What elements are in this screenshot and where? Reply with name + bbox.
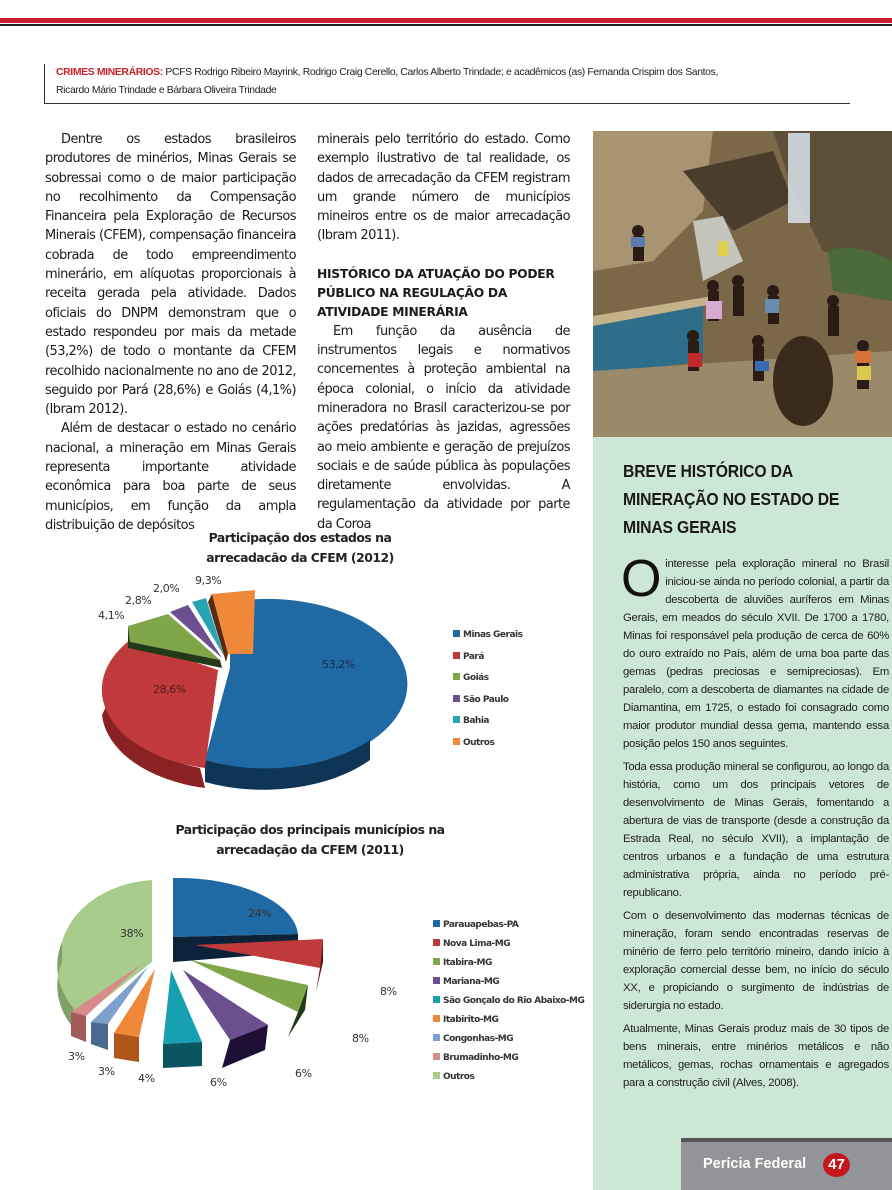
paragraph: Dentre os estados brasileiros produtores de minérios, Minas Gerais se sobressai como o de maior participação no recolhimento da Compensação Financeira pela Exploração de Recursos Minerais (CFEM), compensação financeira cobrada de todo empreendimento minerário, em alíquotas proporcionais à receita gerada pela atividade. Dados oficiais do DNPM demonstram que o estado respondeu por mais da metade (53,2%) de todo o montante da CFEM recolhido nacionalmente no ano de 2012, seguido por Pará (28,6%) e Goiás (4,1%) (Ibram 2012). <box>45 132 296 418</box>
top-red-rule <box>0 18 892 23</box>
slice-label-itabira: 8% <box>352 1032 369 1045</box>
legend-item: Nova Lima-MG <box>433 939 510 949</box>
authors-line-2: Ricardo Mário Trindade e Bárbara Oliveira Trindade <box>56 85 277 96</box>
slice-label-nova-lima: 8% <box>380 985 397 998</box>
legend-swatch <box>453 738 460 745</box>
legend-swatch <box>453 695 460 702</box>
article-column-1 <box>45 130 296 535</box>
legend-item: Bahia <box>453 716 489 726</box>
legend-swatch <box>433 1015 440 1022</box>
sidebar-title: BREVE HISTÓRICO DA MINERAÇÃO NO ESTADO DE MINAS GERAIS <box>623 461 840 537</box>
authors-line-1: PCFS Rodrigo Ribeiro Mayrink, Rodrigo Craig Cerello, Carlos Alberto Trindade; e acadêmicos (as) Fernanda Crispim dos Santos, <box>162 67 718 78</box>
legend-swatch <box>433 1034 440 1041</box>
legend-swatch <box>433 996 440 1003</box>
publication-name: Perícia Federal <box>703 1156 807 1172</box>
slice-label-brumadinho: 3% <box>68 1050 85 1063</box>
byline <box>44 64 850 104</box>
top-black-rule <box>0 24 892 26</box>
sidebar-paragraph: Atualmente, Minas Gerais produz mais de 30 tipos de bens minerais, entre minérios metálicos e não metálicos, gemas, rochas ornamentais e agregados para a construção civil (Alves, 2008). <box>623 1023 889 1089</box>
municipalities-cfem-pie-chart <box>40 812 585 1102</box>
page-footer <box>681 1142 892 1190</box>
chart-title: Participação dos estados na arrecadacão da CFEM (2012) <box>206 530 394 565</box>
legend-swatch <box>453 652 460 659</box>
legend-item: Mariana-MG <box>433 977 499 987</box>
section-heading: HISTÓRICO DA ATUAÇÃO DO PODER PÚBLICO NA REGULAÇÃO DA ATIVIDADE MINERÁRIA <box>317 266 555 319</box>
slice-label-outros: 9,3% <box>195 574 222 587</box>
mining-illustration <box>593 131 892 437</box>
legend-swatch <box>433 1072 440 1079</box>
painting-image <box>593 131 892 437</box>
sidebar-paragraph: Toda essa produção mineral se configurou, ao longo da história, como um dos principais vetores de desenvolvimento de Minas Gerais, fomentando a abertura de vias de transporte (desde a construção da Estrada Real, no século XVII), a implantação de centros urbanos e a fundação de uma estrutura administrativa própria, ainda no período pré-republicano. <box>623 761 889 899</box>
legend-swatch <box>433 958 440 965</box>
page-number-badge: 47 <box>823 1153 850 1177</box>
slice-label-parauapebas: 24% <box>248 907 272 920</box>
slice-label-mariana: 6% <box>295 1067 312 1080</box>
legend-item: São Gonçalo do Rio Abaixo-MG <box>433 996 584 1006</box>
article-column-2 <box>317 130 570 534</box>
legend-swatch <box>453 673 460 680</box>
legend-item: Itabira-MG <box>433 958 492 968</box>
sidebar-paragraph: interesse pela exploração mineral no Brasil iniciou-se ainda no período colonial, a partir da descoberta de aluviões auríferos em Minas Gerais, em meados do século XVII. De 1700 a 1780, Minas foi responsável pela produção de cerca de 60% do ouro extraído no País, além de uma boa parte das gemas (pedras preciosas e semipreciosas). Em paralelo, com a descoberta de diamantes na cidade de Diamantina, em 1725, o estado foi consagrado como maior produtor mundial dessa gema, mantendo essa posição pelos 150 anos seguintes. <box>623 558 889 750</box>
sidebar-body <box>621 550 889 1097</box>
legend-item: Pará <box>453 652 484 662</box>
slice-label-outros: 38% <box>120 927 144 940</box>
paragraph: Em função da ausência de instrumentos legais e normativos concernentes à proteção ambiental na época colonial, o início da atividade mineradora no Brasil caracterizou-se por ações predatórias às jazidas, agressões ao meio ambiente e geração de prejuízos sociais e de saúde pública às populações diretamente envolvidas. A regulamentação da atividade por parte da Coroa <box>317 323 570 532</box>
section-kicker: CRIMES MINERÁRIOS: <box>56 67 163 78</box>
legend-item: Brumadinho-MG <box>433 1053 518 1063</box>
legend-swatch <box>433 977 440 984</box>
drop-cap: O <box>621 550 662 608</box>
paragraph: Além de destacar o estado no cenário nacional, a mineração em Minas Gerais representa importante atividade econômica para boa parte de seus municípios, em função da ampla distribuição de depósitos <box>45 421 296 533</box>
legend-item: Itabirito-MG <box>433 1015 498 1025</box>
legend-swatch <box>433 920 440 927</box>
slice-label-minas-gerais: 53,2% <box>322 658 355 671</box>
slice-label-bahia: 2,0% <box>153 582 180 595</box>
legend-item: São Paulo <box>453 695 508 705</box>
slice-label-congonhas: 3% <box>98 1065 115 1078</box>
legend-swatch <box>453 716 460 723</box>
legend-swatch <box>433 1053 440 1060</box>
paragraph: minerais pelo território do estado. Como exemplo ilustrativo de tal realidade, os dados de arrecadação da CFEM registram um grande número de municípios mineiros entre os de maior arrecadação (Ibram 2011). <box>317 132 570 244</box>
legend-item: Congonhas-MG <box>433 1034 513 1044</box>
sidebar-paragraph: Com o desenvolvimento das modernas técnicas de mineração, foram sendo encontradas reservas de minério de ferro pelo território mineiro, dando início à exploração comercial desse bem, no início do século XX, e propiciando o surgimento de indústrias de siderurgia no estado. <box>623 910 889 1012</box>
legend-item: Goiás <box>453 673 489 683</box>
states-cfem-pie-chart <box>40 520 540 790</box>
legend-item: Parauapebas-PA <box>433 920 518 930</box>
legend-swatch <box>433 939 440 946</box>
slice-label-sao-goncalo: 6% <box>210 1076 227 1089</box>
slice-label-itabirito: 4% <box>138 1072 155 1085</box>
legend-item: Outros <box>433 1072 474 1082</box>
slice-label-para: 28,6% <box>153 683 186 696</box>
chart-title: Participação dos principais municípios na arrecadação da CFEM (2011) <box>175 822 445 857</box>
slice-label-goias: 4,1% <box>98 609 125 622</box>
legend-item: Outros <box>453 738 494 748</box>
sidebar-box <box>593 437 892 1190</box>
legend-swatch <box>453 630 460 637</box>
legend-item: Minas Gerais <box>453 630 522 640</box>
slice-label-sao-paulo: 2,8% <box>125 594 152 607</box>
